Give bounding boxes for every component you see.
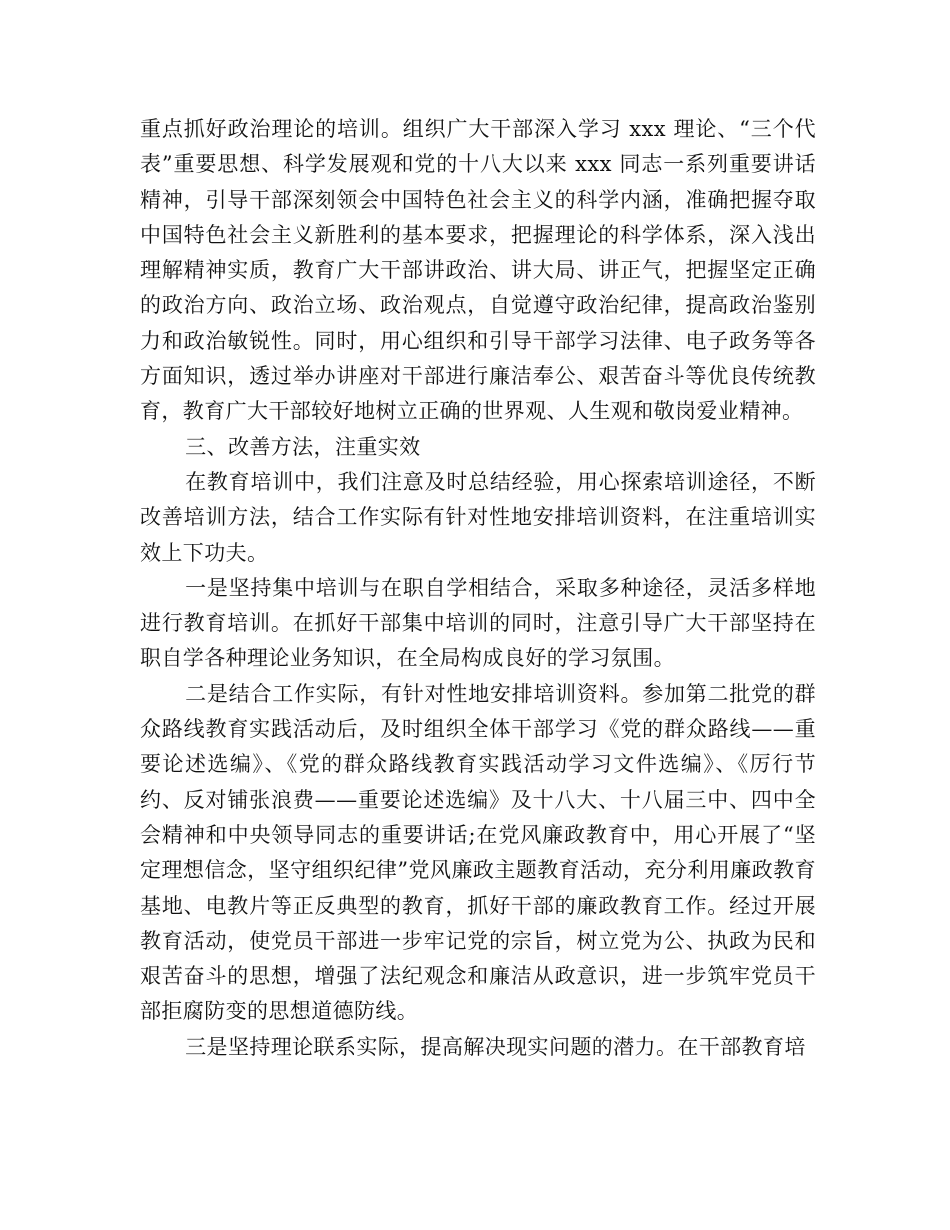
section-heading-improve-methods: 三、改善方法，注重实效: [185, 434, 421, 459]
paragraph-point-one: 一是坚持集中培训与在职自学相结合，采取多种途径，灵活多样地进行教育培训。在抓好干部集中培训的同时，注意引导广大干部坚持在职自学各种理论业务知识，在全局构成良好的学习氛围。: [140, 575, 816, 671]
paragraph-political-theory: 重点抓好政治理论的培训。组织广大干部深入学习 xxx 理论、“三个代表”重要思想、科学发展观和党的十八大以来 xxx 同志一系列重要讲话精神，引导干部深刻领会中国特色社会主义的科学内涵，准确把握夺取中国特色社会主义新胜利的基本要求，把握理论的科学体系，深入浅出理解精神实质，教育广大干部讲政治、讲大局、讲正气，把握坚定正确的政治方向、政治立场、政治观点，自觉遵守政治纪律，提高政治鉴别力和政治敏锐性。同时，用心组织和引导干部学习法律、电子政务等各方面知识，透过举办讲座对干部进行廉洁奉公、艰苦奋斗等优良传统教育，教育广大干部较好地树立正确的世界观、人生观和敬岗爱业精神。: [140, 117, 816, 424]
paragraph-point-two: 二是结合工作实际，有针对性地安排培训资料。参加第二批党的群众路线教育实践活动后，及时组织全体干部学习《党的群众路线——重要论述选编》、《党的群众路线教育实践活动学习文件选编》、《厉行节约、反对铺张浪费——重要论述选编》及十八大、十八届三中、四中全会精神和中央领导同志的重要讲话;在党风廉政教育中，用心开展了“坚定理想信念，坚守组织纪律”党风廉政主题教育活动，充分利用廉政教育基地、电教片等正反典型的教育，抓好干部的廉政教育工作。经过开展教育活动，使党员干部进一步牢记党的宗旨，树立党为公、执政为民和艰苦奋斗的思想，增强了法纪观念和廉洁从政意识，进一步筑牢党员干部拒腐防变的思想道德防线。: [140, 681, 816, 1024]
document-body: [140, 112, 816, 1065]
paragraph-training-summary: 在教育培训中，我们注意及时总结经验，用心探索培训途径，不断改善培训方法，结合工作实际有针对性地安排培训资料，在注重培训实效上下功夫。: [140, 469, 816, 565]
paragraph-point-three: 三是坚持理论联系实际，提高解决现实问题的潜力。在干部教育培: [185, 1034, 806, 1059]
